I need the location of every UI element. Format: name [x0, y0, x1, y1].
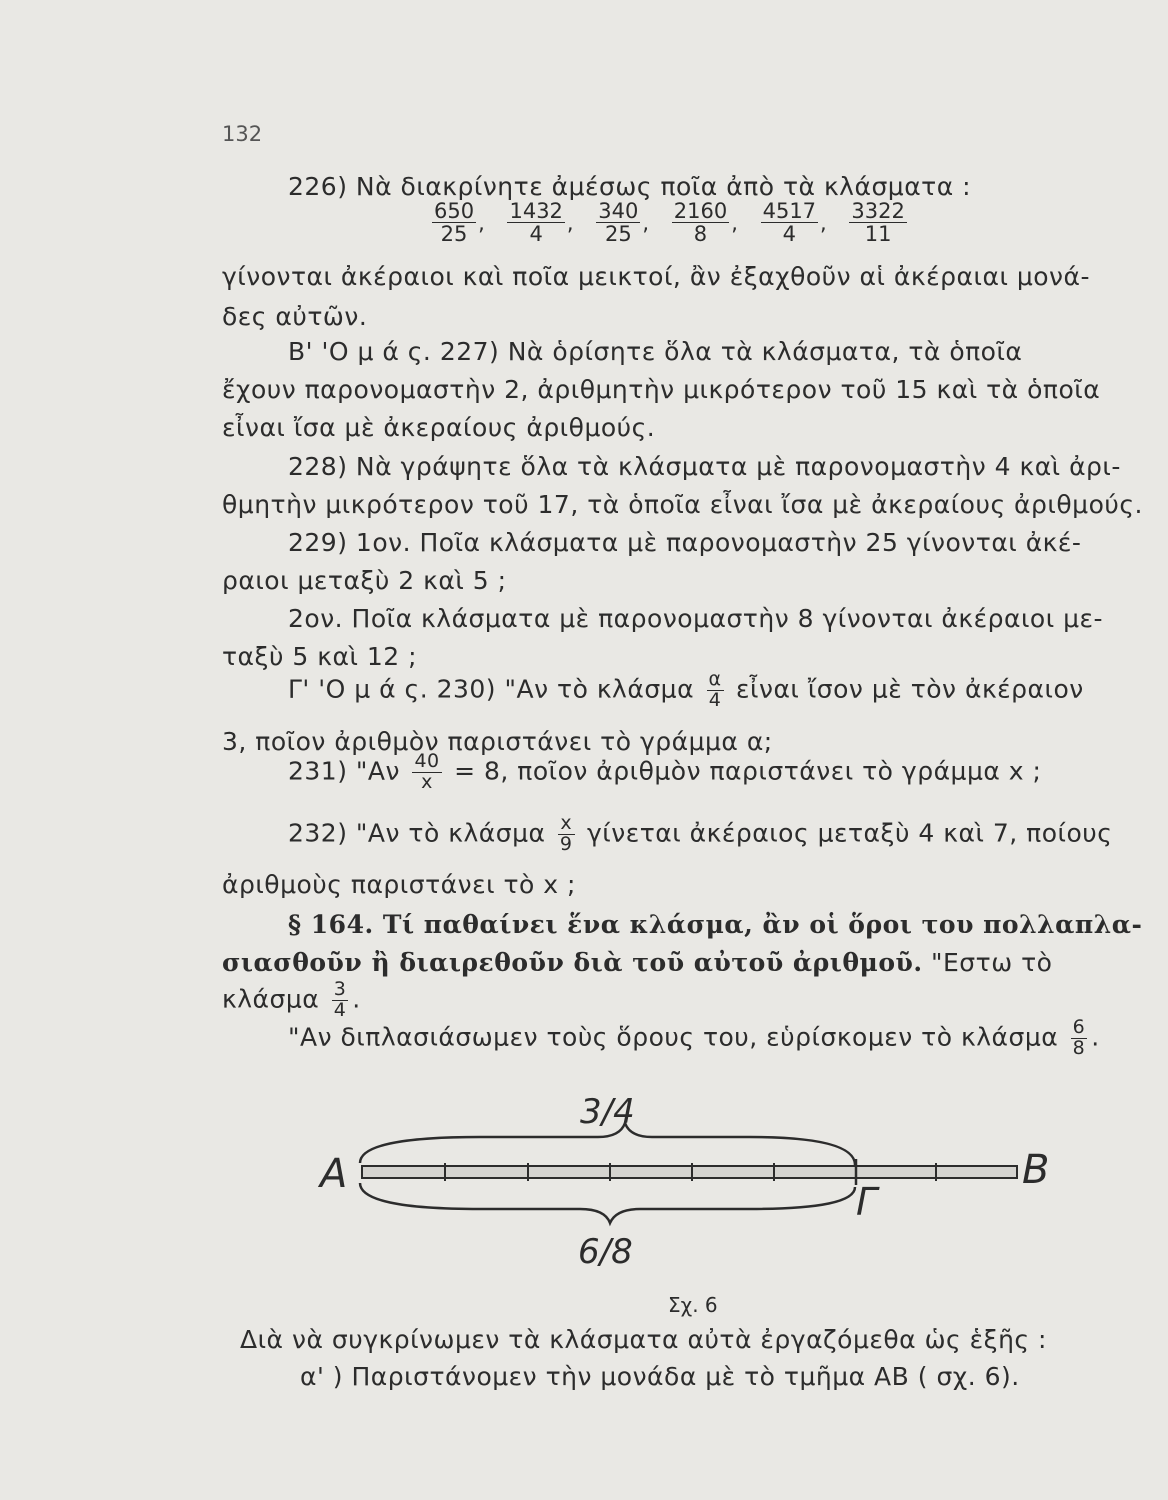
ex232-line1: 232) "Αν τὸ κλάσμα $\frac{x}{9}$ γίνεται ἀκέραιος μεταξὺ 4 καὶ 7, ποίους	[288, 812, 1113, 855]
fraction: $\frac{340}{25}$	[598, 199, 639, 247]
label-three-quarters: 3/4	[580, 1092, 635, 1132]
ex231-line: 231) "Αν $\frac{40}{x}$ = 8, ποῖον ἀριθμὸν παριστάνει τὸ γράμμα x ;	[288, 750, 1042, 793]
ex226-fraction-list: $\frac{650}{25}$ , $\frac{1432}{4}$ , $\frac{340}{25}$ , $\frac{2160}{8}$ , $\frac{4517}{4}$ , $\frac{3322}{11}$	[434, 199, 905, 247]
section-164-line4: "Αν διπλασιάσωμεν τοὺς ὅρους του, εὑρίσκομεν τὸ κλάσμα $\frac{6}{8}$ .	[288, 1016, 1100, 1059]
bottom-brace	[360, 1183, 855, 1223]
ex230-line2: 3, ποῖον ἀριθμὸν παριστάνει τὸ γράμμα α;	[222, 727, 773, 756]
point-a-label: A	[320, 1151, 348, 1197]
ex226-intro: 226) Νὰ διακρίνητε ἀμέσως ποῖα ἀπὸ τὰ κλάσματα :	[288, 172, 972, 201]
ex228-line1: 228) Νὰ γράψητε ὅλα τὰ κλάσματα μὲ παρονομαστὴν 4 καὶ ἀρι-	[288, 452, 1121, 481]
fraction: $\frac{\alpha}{4}$	[708, 668, 722, 711]
ex229-line3: 2ον. Ποῖα κλάσματα μὲ παρονομαστὴν 8 γίνονται ἀκέραιοι με-	[288, 604, 1104, 633]
ex227-line3: εἶναι ἴσα μὲ ἀκεραίους ἀριθμούς.	[222, 413, 656, 442]
ex229-line1: 229) 1ον. Ποῖα κλάσματα μὲ παρονομαστὴν 25 γίνονται ἀκέ-	[288, 528, 1082, 557]
closing-line2: α' ) Παριστάνομεν τὴν μονάδα μὲ τὸ τμῆμα ΑΒ ( σχ. 6).	[300, 1362, 1020, 1391]
fraction: $\frac{6}{8}$	[1072, 1016, 1086, 1059]
figure-caption: Σχ. 6	[668, 1293, 718, 1317]
section-164-line2: σιασθοῦν ἢ διαιρεθοῦν διὰ τοῦ αὐτοῦ ἀριθμοῦ. "Εστω τὸ	[222, 948, 1053, 977]
fraction: $\frac{3}{4}$	[333, 978, 347, 1021]
fraction: $\frac{2160}{8}$	[673, 199, 728, 247]
ex229-line4: ταξὺ 5 καὶ 12 ;	[222, 642, 418, 671]
fraction: $\frac{650}{25}$	[434, 199, 475, 247]
fraction: $\frac{x}{9}$	[559, 812, 573, 855]
page-number: 132	[222, 122, 263, 146]
fraction: $\frac{4517}{4}$	[762, 199, 817, 247]
ex232-line2: ἀριθμοὺς παριστάνει τὸ x ;	[222, 870, 576, 899]
ex229-line2: ραιοι μεταξὺ 2 καὶ 5 ;	[222, 566, 507, 595]
ex226-line3: δες αὐτῶν.	[222, 302, 368, 331]
fraction: $\frac{3322}{11}$	[851, 199, 905, 247]
ex227-line1: Β' 'Ο μ ά ς. 227) Νὰ ὁρίσητε ὅλα τὰ κλάσματα, τὰ ὁποῖα	[288, 337, 1023, 366]
point-b-label: B	[1022, 1147, 1050, 1193]
label-six-eighths: 6/8	[578, 1232, 633, 1272]
segment-ab-bar	[362, 1166, 1017, 1178]
point-gamma-label: Γ	[856, 1180, 878, 1224]
section-164-line3: κλάσμα $\frac{3}{4}$ .	[222, 978, 361, 1021]
ex228-line2: θμητὴν μικρότερον τοῦ 17, τὰ ὁποῖα εἶναι ἴσα μὲ ἀκεραίους ἀριθμούς.	[222, 490, 1143, 519]
section-164-heading-line1: § 164. Τί παθαίνει ἕνα κλάσμα, ἂν οἱ ὅροι του πολλαπλα-	[288, 910, 1143, 939]
figure-6-diagram	[300, 1075, 1080, 1290]
fraction: $\frac{40}{x}$	[414, 750, 440, 793]
ex227-line2: ἔχουν παρονομαστὴν 2, ἀριθμητὴν μικρότερον τοῦ 15 καὶ τὰ ὁποῖα	[222, 375, 1101, 404]
closing-line1: Διὰ νὰ συγκρίνωμεν τὰ κλάσματα αὐτὰ ἐργαζόμεθα ὡς ἑξῆς :	[240, 1325, 1047, 1354]
fraction: $\frac{1432}{4}$	[509, 199, 563, 247]
ex226-line2: γίνονται ἀκέραιοι καὶ ποῖα μεικτοί, ἂν ἐξαχθοῦν αἱ ἀκέραιαι μονά-	[222, 262, 1091, 291]
ex230-line1: Γ' 'Ο μ ά ς. 230) "Αν τὸ κλάσμα $\frac{\alpha}{4}$ εἶναι ἴσον μὲ τὸν ἀκέραιον	[288, 668, 1084, 711]
